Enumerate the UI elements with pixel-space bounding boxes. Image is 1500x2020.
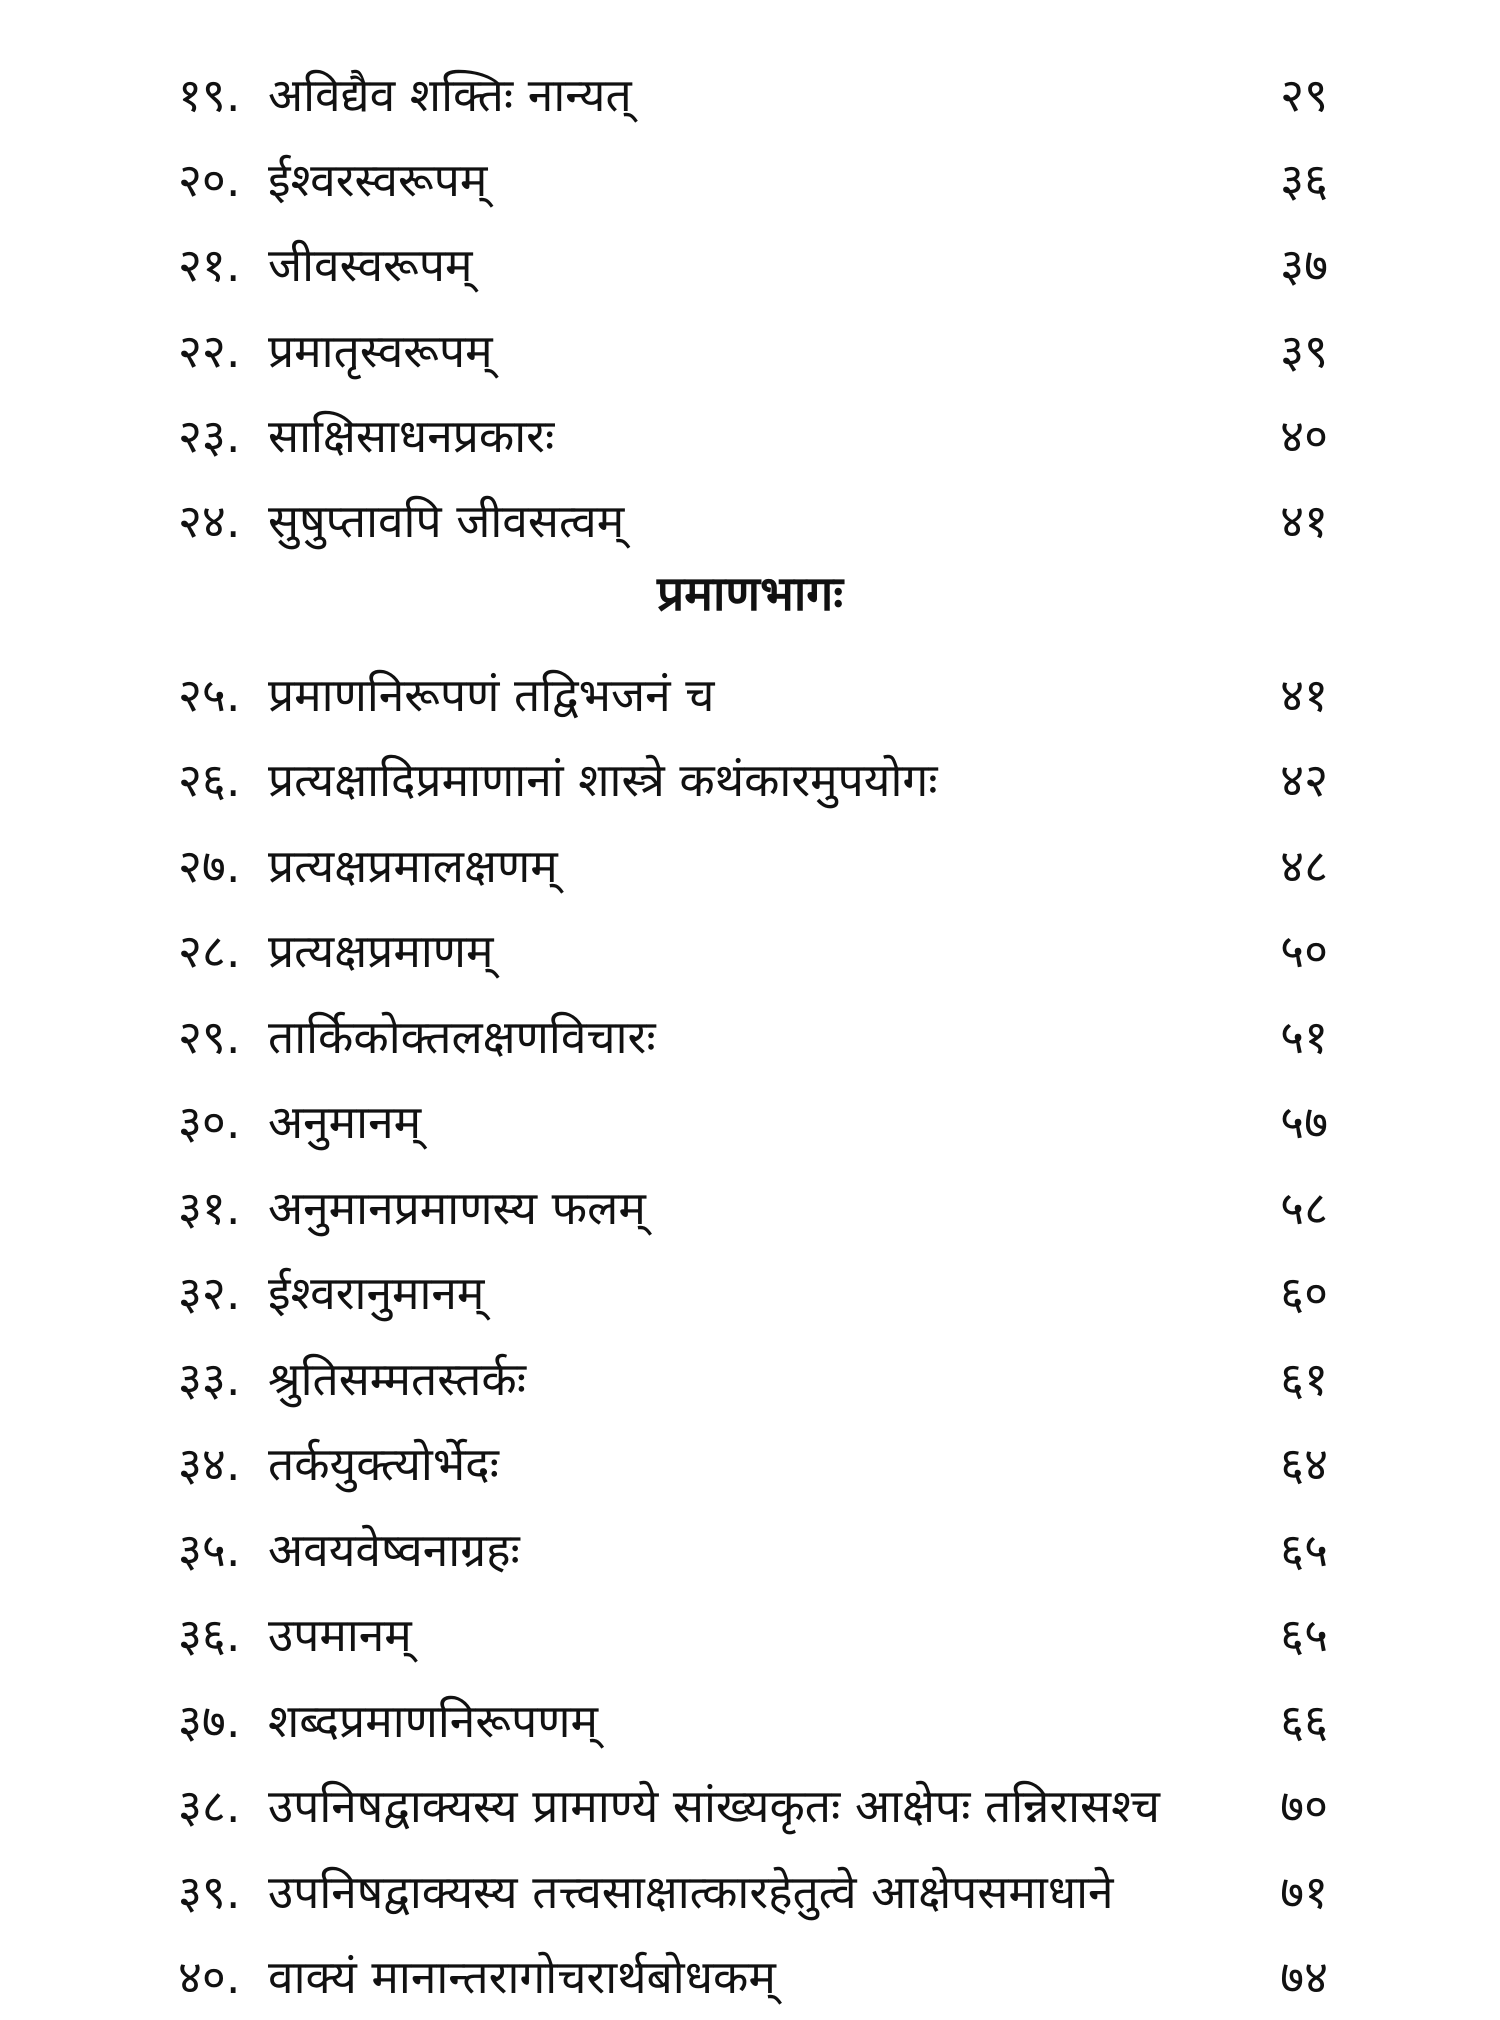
toc-entry-number: ३४.: [178, 1441, 268, 1487]
toc-entry-number: २२.: [178, 328, 268, 374]
toc-entry-page: ४१: [1248, 498, 1328, 544]
toc-entry-number: ३०.: [178, 1099, 268, 1145]
toc-entry-page: ५८: [1248, 1185, 1328, 1231]
toc-entry-title: प्रत्यक्षप्रमाणम्: [268, 928, 494, 974]
toc-entry-title: ईश्वरानुमानम्: [268, 1270, 484, 1316]
toc-entry-title: उपनिषद्वाक्यस्य प्रामाण्ये सांख्यकृतः आक्षेपः तन्निरासश्च: [268, 1783, 1160, 1829]
toc-entry-label: [178, 413, 554, 459]
toc-entry-number: २६.: [178, 757, 268, 803]
toc-entry-title: श्रुतिसम्मतस्तर्कः: [268, 1356, 526, 1402]
toc-entry-label: [178, 928, 494, 974]
toc-entry-number: ४०.: [178, 1954, 268, 2000]
toc-entry-title: प्रमातृस्वरूपम्: [268, 328, 493, 374]
toc-entry-title: प्रमाणनिरूपणं तद्विभजनं च: [268, 672, 714, 718]
toc-entry: [178, 1080, 1328, 1166]
toc-entry-title: अवयवेष्वनाग्रहः: [268, 1527, 520, 1573]
toc-entry: [178, 994, 1328, 1080]
toc-entry-label: [178, 843, 558, 889]
toc-entry-page: ७१: [1248, 1869, 1328, 1915]
toc-entry: [178, 1593, 1328, 1679]
toc-entry-label: [178, 1698, 598, 1744]
toc-entry-page: ७०: [1248, 1783, 1328, 1829]
toc-entry-label: [178, 1612, 412, 1658]
toc-entry-number: ३९.: [178, 1869, 268, 1915]
toc-entry-number: २१.: [178, 242, 268, 288]
toc-entry: [178, 308, 1328, 393]
toc-entry-number: ३६.: [178, 1612, 268, 1658]
toc-entry-page: ६५: [1248, 1612, 1328, 1658]
toc-entry-page: ६६: [1248, 1698, 1328, 1744]
toc-entry-number: ३८.: [178, 1783, 268, 1829]
toc-entry-number: ३५.: [178, 1527, 268, 1573]
toc-entry-title: जीवस्वरूपम्: [268, 242, 472, 288]
toc-entry: [178, 1336, 1328, 1422]
toc-entry-title: उपनिषद्वाक्यस्य तत्त्वसाक्षात्कारहेतुत्वे आक्षेपसमाधाने: [268, 1869, 1114, 1915]
toc-entry: [178, 393, 1328, 478]
section-heading: प्रमाणभागः: [0, 570, 1500, 618]
toc-entry-page: ६१: [1248, 1356, 1328, 1402]
toc-entry-number: ३३.: [178, 1356, 268, 1402]
toc-entry-page: ६४: [1248, 1441, 1328, 1487]
toc-entry-label: [178, 1954, 776, 2000]
toc-entry-label: [178, 1099, 421, 1145]
toc-entry-title: ईश्वरस्वरूपम्: [268, 157, 487, 203]
toc-entry-number: ३२.: [178, 1270, 268, 1316]
toc-entry-number: २३.: [178, 413, 268, 459]
toc-entry-title: प्रत्यक्षादिप्रमाणानां शास्त्रे कथंकारमुपयोगः: [268, 757, 938, 803]
toc-entry-number: २७.: [178, 843, 268, 889]
toc-entry: [178, 1422, 1328, 1508]
toc-entry: [178, 1935, 1328, 2020]
toc-entry-label: [178, 242, 472, 288]
toc-entry-page: ४२: [1248, 757, 1328, 803]
toc-entry: [178, 1165, 1328, 1251]
toc-entry: [178, 478, 1328, 563]
toc-entry-title: तर्कयुक्त्योर्भेदः: [268, 1441, 499, 1487]
toc-entry-label: [178, 1527, 520, 1573]
toc-entry-label: [178, 157, 487, 203]
toc-entry-page: ४०: [1248, 413, 1328, 459]
toc-entry-title: तार्किकोक्तलक्षणविचारः: [268, 1014, 656, 1060]
toc-entry-title: वाक्यं मानान्तरागोचरार्थबोधकम्: [268, 1954, 776, 2000]
toc-entry-page: ५७: [1248, 1099, 1328, 1145]
toc-entry-page: ५१: [1248, 1014, 1328, 1060]
toc-entry-title: अविद्यैव शक्तिः नान्यत्: [268, 72, 632, 118]
toc-entry-label: [178, 1185, 646, 1231]
toc-entry-title: साक्षिसाधनप्रकारः: [268, 413, 554, 459]
toc-entry-page: ६५: [1248, 1527, 1328, 1573]
toc-entry: [178, 1678, 1328, 1764]
toc-entry-label: [178, 498, 624, 544]
toc-entry-number: १९.: [178, 72, 268, 118]
toc-entry-title: शब्दप्रमाणनिरूपणम्: [268, 1698, 598, 1744]
toc-entry-label: [178, 1441, 499, 1487]
toc-entry: [178, 909, 1328, 995]
toc-entry-page: ४८: [1248, 843, 1328, 889]
toc-entry-label: [178, 757, 938, 803]
toc-entry: [178, 223, 1328, 308]
toc-entry-label: [178, 1270, 484, 1316]
toc-entry-label: [178, 1356, 526, 1402]
toc-entry-page: ३७: [1248, 242, 1328, 288]
toc-entry: [178, 137, 1328, 222]
toc-entry-number: २४.: [178, 498, 268, 544]
toc-entry-title: उपमानम्: [268, 1612, 412, 1658]
toc-entry: [178, 652, 1328, 738]
toc-entry-page: ३९: [1248, 328, 1328, 374]
toc-entry-page: २९: [1248, 72, 1328, 118]
toc-entry-title: अनुमानप्रमाणस्य फलम्: [268, 1185, 646, 1231]
toc-entry: [178, 823, 1328, 909]
toc-entry-page: ३६: [1248, 157, 1328, 203]
toc-entry-title: सुषुप्तावपि जीवसत्वम्: [268, 498, 624, 544]
toc-entry: [178, 1849, 1328, 1935]
toc-entry: [178, 1764, 1328, 1850]
toc-entry-label: [178, 672, 714, 718]
toc-entry-page: ७४: [1248, 1954, 1328, 2000]
toc-entry-label: [178, 1014, 656, 1060]
toc-entry-number: २५.: [178, 672, 268, 718]
toc-entry-number: २९.: [178, 1014, 268, 1060]
toc-entry-label: [178, 328, 493, 374]
toc-entry: [178, 1251, 1328, 1337]
toc-entry-title: प्रत्यक्षप्रमालक्षणम्: [268, 843, 558, 889]
toc-entry: [178, 52, 1328, 137]
toc-entry-label: [178, 1869, 1114, 1915]
toc-entry-number: ३७.: [178, 1698, 268, 1744]
toc-entry-title: अनुमानम्: [268, 1099, 421, 1145]
toc-entry: [178, 738, 1328, 824]
toc-entry-number: ३१.: [178, 1185, 268, 1231]
toc-entry: [178, 1507, 1328, 1593]
toc-list-top: [178, 52, 1328, 564]
toc-entry-page: ६०: [1248, 1270, 1328, 1316]
toc-entry-page: ४१: [1248, 672, 1328, 718]
toc-entry-number: २८.: [178, 928, 268, 974]
toc-entry-page: ५०: [1248, 928, 1328, 974]
toc-entry-label: [178, 1783, 1160, 1829]
toc-entry-label: [178, 72, 632, 118]
toc-list-bottom: [178, 652, 1328, 2020]
toc-entry-number: २०.: [178, 157, 268, 203]
